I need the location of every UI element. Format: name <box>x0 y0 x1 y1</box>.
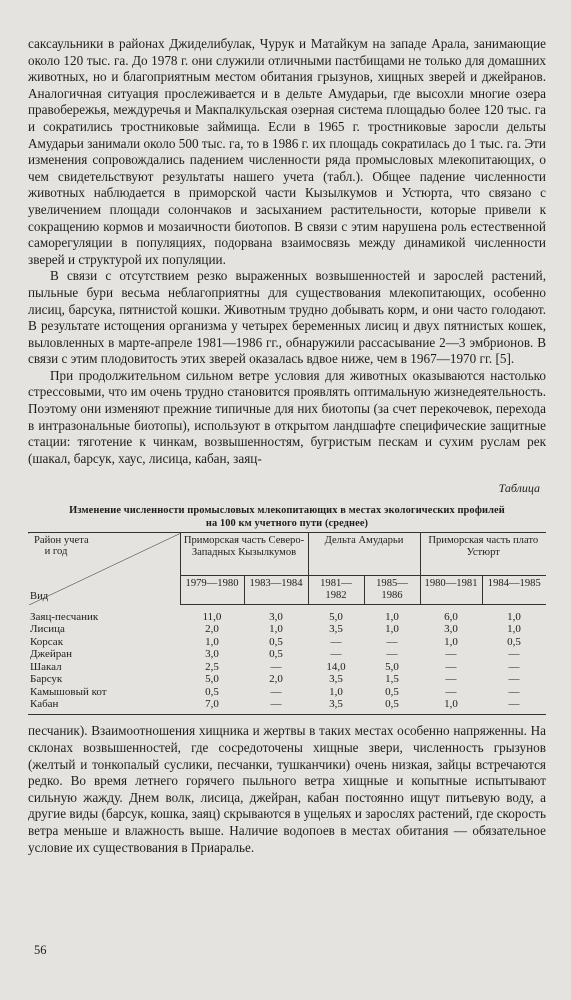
value-cell: — <box>508 648 520 661</box>
value-cell: 1,0 <box>269 623 283 636</box>
corner-region-line2: и год <box>44 546 68 558</box>
value-cell: 0,5 <box>205 685 219 698</box>
value-cell: — <box>445 648 457 661</box>
value-cell: 0,5 <box>269 648 283 661</box>
value-cell: 0,5 <box>385 685 399 698</box>
value-cell: — <box>445 660 457 673</box>
value-cell: — <box>330 648 342 661</box>
value-cell: 1,5 <box>385 673 399 686</box>
value-cell: 3,0 <box>205 648 219 661</box>
year-header: 1981—1982 <box>308 576 364 605</box>
value-cell: 1,0 <box>385 610 399 623</box>
value-cell: 0,5 <box>507 635 521 648</box>
value-cell: 6,0 <box>444 610 458 623</box>
region-header-amudarya: Дельта Амударьи <box>308 533 420 576</box>
paragraph-4: песчаник). Взаимоотношения хищника и жертвы в таких местах особенно напряженны. На склонах возвышенностей, где сосредоточены хищные звери, численность грызунов (желтый и тонкопалый суслики, песчанки, тушканчики) очень низкая, зайцы встречаются редко. Во время летнего горячего пыльного ветра хищные и копытные испытывают сильную жажду. Днем волк, лисица, джейран, кабан постоянно ищут питьевую воду, а другие виды (барсук, кошка, заяц) скрываются в ущельях и зарослях растений, где скорость ветра меньше и влажность выше. Наличие водопоев в местах обитания — обязательное условие их существования в Приаралье. <box>28 723 546 855</box>
value-cell: — <box>270 685 282 698</box>
value-cell: 1,0 <box>385 623 399 636</box>
value-cell: — <box>508 660 520 673</box>
value-cell: 3,5 <box>329 623 343 636</box>
value-cell: 1,0 <box>205 635 219 648</box>
value-cell: 3,5 <box>329 698 343 711</box>
table-row <box>28 673 546 686</box>
species-cell: Барсук <box>30 673 63 686</box>
value-cell: 2,0 <box>269 673 283 686</box>
value-cell: 3,0 <box>269 610 283 623</box>
value-cell: 3,5 <box>329 673 343 686</box>
data-table <box>28 532 546 715</box>
value-cell: 5,0 <box>329 610 343 623</box>
table-row <box>28 648 546 661</box>
species-cell: Кабан <box>30 698 59 711</box>
species-cell: Лисица <box>30 623 65 636</box>
table-title-line1: Изменение численности промысловых млекопитающих в местах экологических профилей <box>69 505 505 517</box>
species-cell: Заяц-песчаник <box>30 610 99 623</box>
table-label: Таблица <box>498 481 540 496</box>
corner-region-line1: Район учета <box>34 535 89 547</box>
table-row <box>28 698 546 711</box>
species-cell: Джейран <box>30 648 72 661</box>
value-cell: — <box>508 698 520 711</box>
value-cell: 14,0 <box>326 660 346 673</box>
value-cell: — <box>330 635 342 648</box>
value-cell: 7,0 <box>205 698 219 711</box>
value-cell: — <box>445 685 457 698</box>
page-number: 56 <box>34 943 47 957</box>
value-cell: — <box>270 698 282 711</box>
table-row <box>28 685 546 698</box>
paragraph-3: При продолжительном сильном ветре условия для животных оказываются настолько стрессовыми, что им очень трудно становится проявлять оптимальную жизнедеятельность. Поэтому они изменяют прежние типичные для них биотопы (за счет перекочевок, перехода в интразональные биотопы), используют в открытом ландшафте специфические защитные стации: тяготение к чинкам, возвышенностям, бугристым пескам и сухим руслам рек (шакал, барсук, хаус, лисица, кабан, заяц- <box>28 367 546 466</box>
value-cell: 1,0 <box>507 610 521 623</box>
value-cell: 5,0 <box>385 660 399 673</box>
year-header: 1980—1981 <box>420 576 482 605</box>
table-title-line2: на 100 км учетного пути (среднее) <box>205 518 369 530</box>
species-cell: Корсак <box>30 635 64 648</box>
table-row <box>28 610 546 623</box>
region-header-kyzylkum: Приморская часть Северо-Западных Кызылкумов <box>180 533 308 576</box>
table-row <box>28 635 546 648</box>
paragraph-1: саксаульники в районах Джиделибулак, Чурук и Матайкум на западе Арала, занимающие около 120 тыс. га. До 1978 г. они служили отличными пастбищами не только для домашних животных, но и благоприятным местом обитания грызунов, хищных зверей и джейранов. Аналогичная ситуация прослеживается и в дельте Амударьи, где высохли многие озера правобережья, междуречья и Макпалкульская озерная система площадью более 120 тыс. га и сократились тростниковые займища. Если в 1965 г. тростниковые заросли дельты Амударьи занимали около 500 тыс. га, то в 1986 г. их площадь сократилась до 1 тыс. га. Эти изменения сопровождались падением численности ряда промысловых млекопитающих, о чем свидетельствуют результаты нашего учета (табл.). Общее падение численности животных наблюдается в приморской части Кызылкумов и Устюрта, что связано с увеличением площади солончаков и засыханием растительности, которые привели к сокращению кормов и мозаичности биотопов. В связи с этим нарушена роль естественной саморегуляции в популяциях, подорвана взаимосвязь между динамикой численности зверей и структурой их популяции. <box>28 36 546 267</box>
corner-species-label: Вид <box>30 590 49 602</box>
value-cell: 1,0 <box>329 685 343 698</box>
page-content <box>28 36 546 856</box>
species-cell: Шакал <box>30 660 62 673</box>
value-cell: 0,5 <box>385 698 399 711</box>
value-cell: 2,5 <box>205 660 219 673</box>
value-cell: 5,0 <box>205 673 219 686</box>
value-cell: 0,5 <box>269 635 283 648</box>
table-title <box>28 504 546 530</box>
region-header-ustyurt: Приморская часть плато Устюрт <box>420 533 546 576</box>
value-cell: 2,0 <box>205 623 219 636</box>
value-cell: 1,0 <box>444 698 458 711</box>
year-header: 1983—1984 <box>244 576 308 605</box>
table-corner-cell <box>28 533 180 605</box>
paragraph-2: В связи с отсутствием резко выраженных возвышенностей и зарослей растений, пыльные бури весьма неблагоприятны для существования млекопитающих, особенно лисиц, барсука, пятнистой кошки. Животным трудно добывать корм, и они часто голодают. В результате истощения организма у четырех беременных лисиц и двух пятнистых кошек, выловленных в марте-апреле 1981—1986 гг., обнаружили рассасывание 2—3 эмбрионов. В связи с этим плодовитость этих зверей оказалась вдвое ниже, чем в 1967—1970 гг. [5]. <box>28 268 546 367</box>
value-cell: 3,0 <box>444 623 458 636</box>
value-cell: — <box>386 635 398 648</box>
table-row <box>28 660 546 673</box>
table-header-regions <box>28 533 546 576</box>
value-cell: 1,0 <box>444 635 458 648</box>
table-row <box>28 623 546 636</box>
species-cell: Камышовый кот <box>30 685 107 698</box>
year-header: 1984—1985 <box>482 576 546 605</box>
year-header: 1985—1986 <box>364 576 420 605</box>
year-header: 1979—1980 <box>180 576 244 605</box>
value-cell: — <box>508 673 520 686</box>
value-cell: — <box>386 648 398 661</box>
value-cell: 11,0 <box>202 610 222 623</box>
value-cell: — <box>270 660 282 673</box>
value-cell: — <box>508 685 520 698</box>
value-cell: — <box>445 673 457 686</box>
corner-region-label <box>34 535 89 557</box>
value-cell: 1,0 <box>507 623 521 636</box>
